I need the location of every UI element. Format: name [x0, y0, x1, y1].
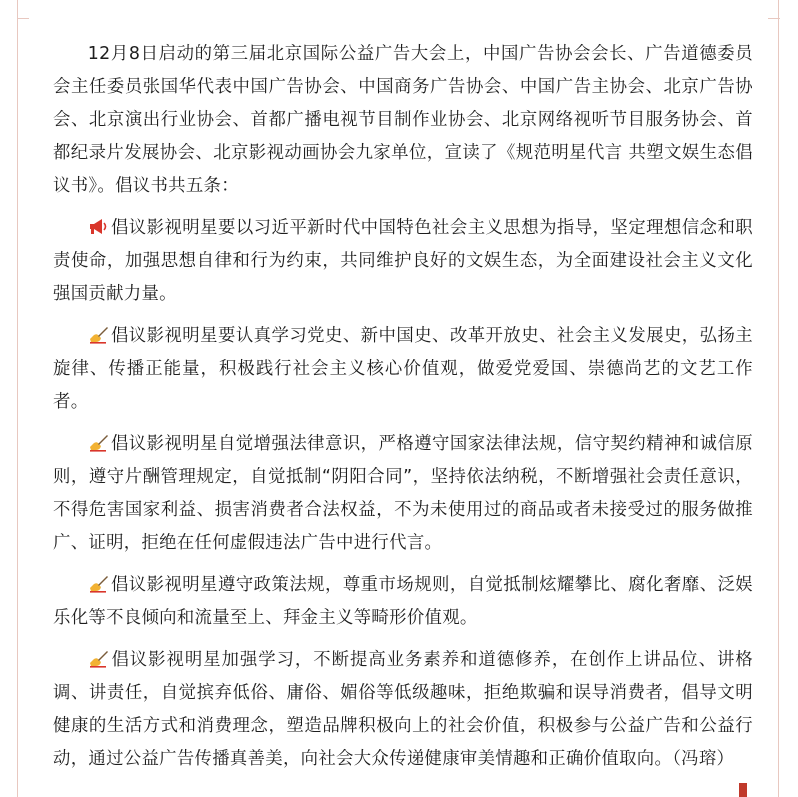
- writing-hand-icon: [88, 432, 109, 453]
- writing-hand-icon: [88, 648, 109, 669]
- megaphone-icon: [88, 216, 109, 237]
- proposal-text-5: 倡议影视明星加强学习，不断提高业务素养和道德修养，在创作上讲品位、讲格调、讲责任，自觉摈弃低俗、庸俗、媚俗等低级趣味，拒绝欺骗和误导消费者，倡导文明健康的生活方式和消费理念，塑造品牌积极向上的社会价值，积极参与公益广告和公益行动，通过公益广告传播真善美，向社会大众传递健康审美情趣和正确价值取向。（冯瑢）: [53, 650, 753, 769]
- proposal-item-3: [53, 428, 753, 560]
- proposal-item-5: [53, 644, 753, 776]
- proposal-text-3: 倡议影视明星自觉增强法律意识，严格遵守国家法律法规，信守契约精神和诚信原则，遵守片酬管理规定，自觉抵制“阴阳合同”，坚持依法纳税，不断增强社会责任意识，不得危害国家利益、损害消费者合法权益，不为未使用过的商品或者未接受过的服务做推广、证明，拒绝在任何虚假违法广告中进行代言。: [53, 434, 753, 553]
- proposal-text-2: 倡议影视明星要认真学习党史、新中国史、改革开放史、社会主义发展史，弘扬主旋律、传播正能量，积极践行社会主义核心价值观，做爱党爱国、崇德尚艺的文艺工作者。: [53, 326, 753, 412]
- proposal-item-1: [53, 212, 753, 311]
- writing-hand-icon: [88, 324, 109, 345]
- frame-corner-top-left: [17, 0, 29, 19]
- frame-accent-mark: [739, 783, 747, 797]
- proposal-item-2: [53, 320, 753, 419]
- proposal-text-1: 倡议影视明星要以习近平新时代中国特色社会主义思想为指导，坚定理想信念和职责使命，加强思想自律和行为约束，共同维护良好的文娱生态，为全面建设社会主义文化强国贡献力量。: [53, 218, 753, 304]
- proposal-item-4: [53, 569, 753, 635]
- frame-corner-top-right: [768, 0, 780, 19]
- proposal-text-4: 倡议影视明星遵守政策法规，尊重市场规则，自觉抵制炫耀攀比、腐化奢靡、泛娱乐化等不良倾向和流量至上、拜金主义等畸形价值观。: [53, 575, 753, 628]
- intro-paragraph: [53, 38, 753, 203]
- intro-text: 12月8日启动的第三届北京国际公益广告大会上，中国广告协会会长、广告道德委员会主任委员张国华代表中国广告协会、中国商务广告协会、中国广告主协会、北京广告协会、北京演出行业协会、首都广播电视节目制作业协会、北京网络视听节目服务协会、首都纪录片发展协会、北京影视动画协会九家单位，宣读了《规范明星代言 共塑文娱生态倡议书》。倡议书共五条：: [53, 44, 753, 196]
- writing-hand-icon: [88, 573, 109, 594]
- article-body: [53, 38, 753, 785]
